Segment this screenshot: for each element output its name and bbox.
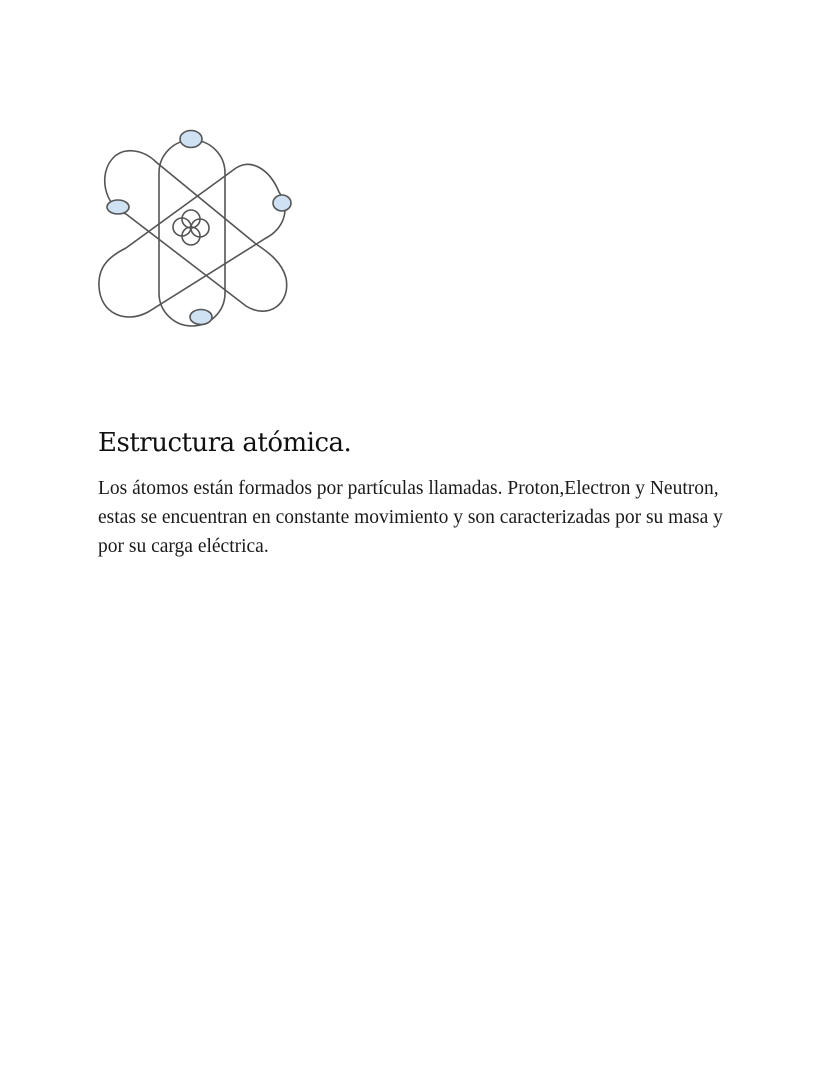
atom-illustration [96,126,296,330]
diagonal-orbit-left [105,151,287,311]
electron-left [107,200,129,214]
atom-icon [96,126,296,330]
section-heading: Estructura atómica. [98,428,352,458]
diagonal-orbit-right [99,164,285,317]
electron-right [273,195,291,211]
electron-top [180,131,202,148]
body-paragraph: Los átomos están formados por partículas llamadas. Proton,Electron y Neutron, estas se encuentran en constante movimiento y son caracterizadas por su masa y por su carga eléctrica. [98,478,723,557]
electron-bottom [190,310,212,325]
